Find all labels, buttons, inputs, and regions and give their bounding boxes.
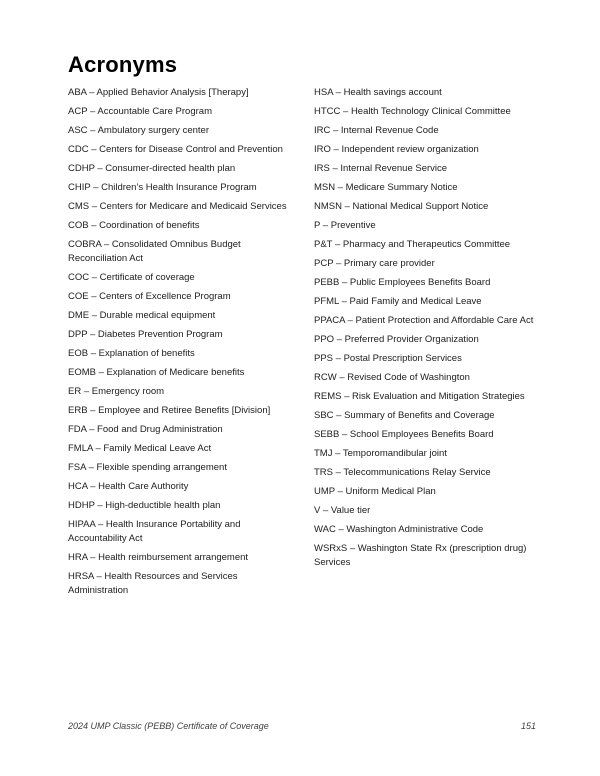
acronym-entry: HSA – Health savings account [314,87,442,98]
acronym-entry: FMLA – Family Medical Leave Act [68,443,212,454]
acronym-entry: HRA – Health reimbursement arrangement [68,552,249,563]
acronym-entry: IRC – Internal Revenue Code [314,125,439,136]
footer-page-number: 151 [520,721,536,731]
acronym-entry: NMSN – National Medical Support Notice [314,201,489,212]
acronym-entry: P&T – Pharmacy and Therapeutics Committee [314,239,511,250]
acronym-entry: MSN – Medicare Summary Notice [314,182,458,193]
acronym-entry: PCP – Primary care provider [314,258,435,269]
acronym-entry: ABA – Applied Behavior Analysis [Therapy] [68,87,249,98]
footer-document-title: 2024 UMP Classic (PEBB) Certificate of Coverage [68,721,269,731]
acronym-entry: PFML – Paid Family and Medical Leave [314,296,482,307]
acronym-entry: HDHP – High-deductible health plan [68,500,221,511]
acronym-entry: REMS – Risk Evaluation and Mitigation Strategies [314,391,525,402]
page-footer [68,720,536,732]
acronym-entry: RCW – Revised Code of Washington [314,372,470,383]
acronym-entry: UMP – Uniform Medical Plan [314,486,436,497]
acronym-entry: WSRxS – Washington State Rx (prescription drug) Services [314,543,527,568]
acronym-entry: DME – Durable medical equipment [68,310,216,321]
acronym-entry: ASC – Ambulatory surgery center [68,125,209,136]
acronym-entry: COE – Centers of Excellence Program [68,291,231,302]
page-title: Acronyms [68,52,178,77]
acronym-entry: HTCC – Health Technology Clinical Committee [314,106,511,117]
acronym-entry: ACP – Accountable Care Program [68,106,212,117]
acronym-entry: COBRA – Consolidated Omnibus Budget Reconciliation Act [68,239,241,264]
acronym-entry: IRS – Internal Revenue Service [314,163,448,174]
acronym-entry: IRO – Independent review organization [314,144,479,155]
acronym-entry: CMS – Centers for Medicare and Medicaid Services [68,201,287,212]
acronym-entry: TMJ – Temporomandibular joint [314,448,447,459]
acronyms-column-left [68,86,288,603]
acronym-entry: EOMB – Explanation of Medicare benefits [68,367,245,378]
acronym-entry: P – Preventive [314,220,376,231]
acronym-entry: CDC – Centers for Disease Control and Prevention [68,144,283,155]
acronym-entry: PPO – Preferred Provider Organization [314,334,479,345]
acronym-columns [68,86,546,603]
acronym-entry: FDA – Food and Drug Administration [68,424,223,435]
acronym-entry: WAC – Washington Administrative Code [314,524,484,535]
acronym-entry: COC – Certificate of coverage [68,272,195,283]
acronym-entry: HIPAA – Health Insurance Portability and Accountability Act [68,519,241,544]
acronym-entry: SBC – Summary of Benefits and Coverage [314,410,495,421]
acronym-entry: PPS – Postal Prescription Services [314,353,462,364]
acronym-entry: ERB – Employee and Retiree Benefits [Division] [68,405,271,416]
acronym-entry: SEBB – School Employees Benefits Board [314,429,494,440]
acronym-entry: HCA – Health Care Authority [68,481,189,492]
acronym-entry: V – Value tier [314,505,371,516]
acronym-entry: PEBB – Public Employees Benefits Board [314,277,491,288]
page-content [68,53,546,603]
acronym-entry: FSA – Flexible spending arrangement [68,462,227,473]
acronym-entry: HRSA – Health Resources and Services Administration [68,571,238,596]
acronym-entry: COB – Coordination of benefits [68,220,200,231]
acronym-entry: EOB – Explanation of benefits [68,348,195,359]
acronym-entry: DPP – Diabetes Prevention Program [68,329,223,340]
acronym-entry: PPACA – Patient Protection and Affordable Care Act [314,315,534,326]
acronyms-column-right [314,86,540,575]
acronym-entry: TRS – Telecommunications Relay Service [314,467,491,478]
acronym-entry: CHIP – Children’s Health Insurance Program [68,182,257,193]
acronym-entry: ER – Emergency room [68,386,165,397]
acronym-entry: CDHP – Consumer-directed health plan [68,163,236,174]
